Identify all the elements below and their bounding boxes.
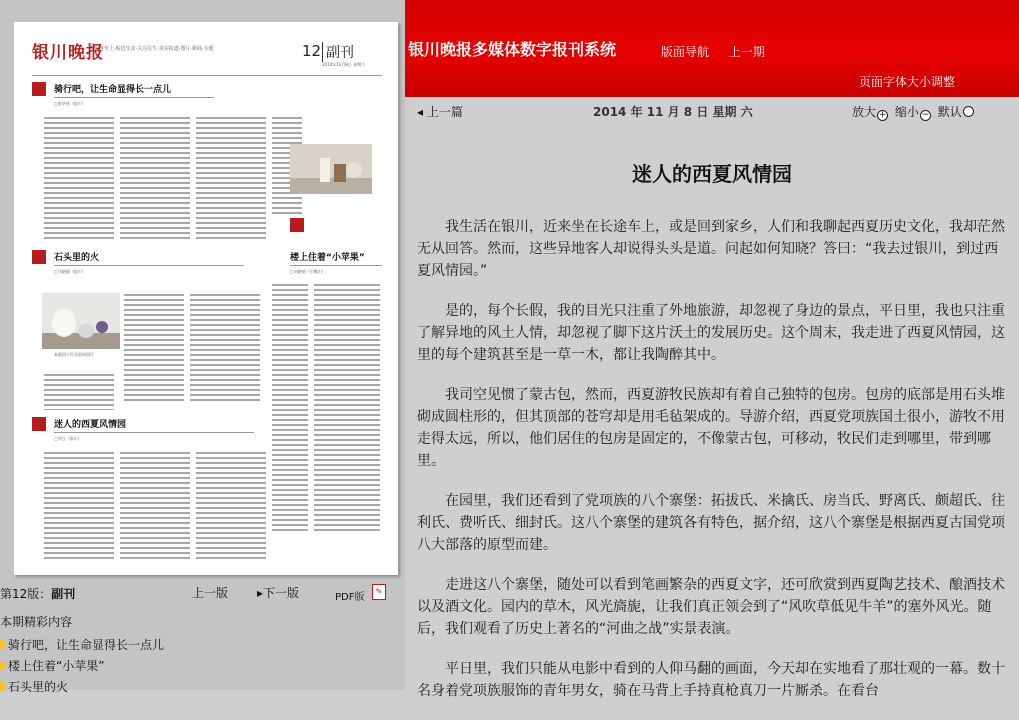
section-tag: [32, 82, 46, 96]
article-headline[interactable]: 迷人的西夏风情园: [54, 420, 127, 430]
masthead: [32, 36, 382, 76]
text-block: [196, 452, 266, 560]
text-block: [44, 374, 114, 410]
left-panel: [0, 0, 405, 694]
text-block: [190, 294, 260, 404]
next-page-link[interactable]: ▸下一版: [257, 586, 300, 600]
section-tag: [32, 417, 46, 431]
triangle-right-icon: ▸: [257, 586, 264, 600]
newspaper-logo: 银川晚报: [32, 43, 104, 63]
page-name: 副刊: [322, 42, 354, 62]
bullet-icon: [0, 640, 6, 649]
article-toolbar: [405, 97, 1019, 125]
article-paragraph: 走进这八个寨堡，随处可以看到笔画繁杂的西夏文字，还可欣赏到西夏陶艺技术、酿酒技术以及酒文化。园内的草木，风光旖旎，让我们真正领会到了“风吹草低见牛羊”的塞外风光。随后，我们观看了历史上著名的“河曲之战”实景表演。: [417, 577, 1005, 637]
reset-label: 默认: [937, 105, 962, 119]
section-tag: [290, 218, 304, 232]
text-block: [272, 284, 308, 534]
edition-label: 第12版：副刊: [0, 587, 76, 601]
page-pager: [0, 583, 405, 603]
page-date: 2014年11月8日 星期六: [322, 62, 366, 67]
radio-icon[interactable]: [963, 106, 974, 117]
highlights-title: 本期精彩内容: [0, 615, 73, 629]
article-paragraph: 我生活在银川，近来坐在长途车上，或是回到家乡，人们和我聊起西夏历史文化，我却茫然无从回答。然而，这些异地客人却说得头头是道。问起如何知晓？答曰：“我去过银川，到过西夏风情园。”: [417, 219, 1005, 279]
section-tag: [32, 250, 46, 264]
toc-item[interactable]: 楼上住着“小苹果”: [0, 656, 164, 677]
issue-date: 2014 年 11 月 8 日 星期 六: [593, 105, 753, 119]
photo-vases: [42, 293, 120, 349]
site-title: 银川晚报多媒体数字报刊系统: [408, 40, 617, 59]
article-headline[interactable]: 楼上住着“小苹果”: [290, 253, 365, 263]
article-content: [405, 125, 1019, 699]
bullet-icon: [0, 682, 6, 691]
pdf-icon[interactable]: ✎: [372, 584, 386, 600]
text-block: [314, 284, 380, 534]
newspaper-page-thumbnail[interactable]: [14, 22, 398, 575]
article-author: □刘立（银川）: [54, 436, 82, 441]
article-title: 迷人的西夏风情园: [632, 162, 792, 186]
newspaper-slogan: 服务至上·贴近生活·关注民生·真实报道·图片·新闻·专题: [94, 46, 214, 52]
prev-article-link[interactable]: ◂ 上一篇: [417, 105, 463, 119]
header-nav: [661, 43, 781, 60]
article-author: □张华伟（银川）: [54, 101, 86, 106]
article-paragraph: 是的，每个长假，我的目光只注重了外地旅游，却忽视了身边的景点，平日里，我也只注重了解异地的风土人情，却忽视了脚下这片沃土的发展历史。这个周末，我走进了西夏风情园，这里的每个建筑甚至是一草一木，都让我陶醉其中。: [417, 303, 1005, 363]
text-block: [44, 117, 114, 239]
nav-layout-link[interactable]: 版面导航: [661, 45, 710, 59]
divider: [54, 265, 244, 266]
photo-bottles: [290, 144, 372, 194]
zoom-controls: [852, 103, 977, 121]
text-block: [44, 452, 114, 560]
toc-item[interactable]: 石头里的火: [0, 677, 164, 698]
image-caption: 本版图片均为资料图片: [54, 352, 94, 357]
article-author: □马晓丽（银川）: [54, 269, 86, 274]
article-paragraph: 在园里，我们还看到了党项族的八个寨堡：拓拔氏、米擒氏、房当氏、野离氏、颇超氏、往利氏、费听氏、细封氏。这八个寨堡的建筑各有特色，据介绍，这八个寨堡是根据西夏古国党项八大部落的原型而建。: [417, 493, 1005, 553]
text-block: [124, 294, 184, 404]
article-body: [417, 216, 1007, 720]
article-headline[interactable]: 石头里的火: [54, 253, 100, 263]
triangle-left-icon: ◂: [417, 105, 427, 119]
page-number: 12: [302, 42, 322, 60]
text-block: [196, 117, 266, 239]
font-size-adjust-label: 页面字体大小调整: [859, 75, 956, 89]
zoom-out-label: 缩小: [894, 105, 919, 119]
pdf-link[interactable]: PDF版: [335, 592, 365, 603]
text-block: [120, 117, 190, 239]
site-header: [405, 0, 1019, 97]
text-block: [120, 452, 190, 560]
zoom-in-label: 放大: [852, 105, 877, 119]
minus-icon[interactable]: −: [921, 110, 930, 120]
article-author: □刘晓丽（石嘴山）: [290, 269, 326, 274]
prev-page-link[interactable]: 上一版: [192, 586, 229, 600]
article-headline[interactable]: 骑行吧，让生命显得长一点儿: [54, 85, 172, 95]
article-paragraph: 平日里，我们只能从电影中看到的人仰马翻的画面，今天却在实地看了那壮观的一幕。数十名身着党项族服饰的青年男女，骑在马背上手持真枪真刀一片厮杀。在看台: [417, 661, 1005, 699]
toc-list: [0, 635, 164, 698]
divider: [290, 265, 382, 266]
bullet-icon: [0, 661, 6, 670]
article-paragraph: 我司空见惯了蒙古包，然而，西夏游牧民族却有着自己独特的包房。包房的底部是用石头堆砌成圆柱形的，但其顶部的苍穹却是用毛毡架成的。导游介绍，西夏党项族国土很小，游牧不用走得太远，所以，他们居住的包房是固定的，不像蒙古包，可移动，牧民们走到哪里，带到哪里。: [417, 387, 1005, 469]
divider: [54, 97, 214, 98]
divider: [54, 432, 254, 433]
plus-icon[interactable]: +: [878, 110, 887, 120]
nav-prev-issue-link[interactable]: 上一期: [728, 45, 765, 59]
toc-item[interactable]: 骑行吧，让生命显得长一点儿: [0, 635, 164, 656]
